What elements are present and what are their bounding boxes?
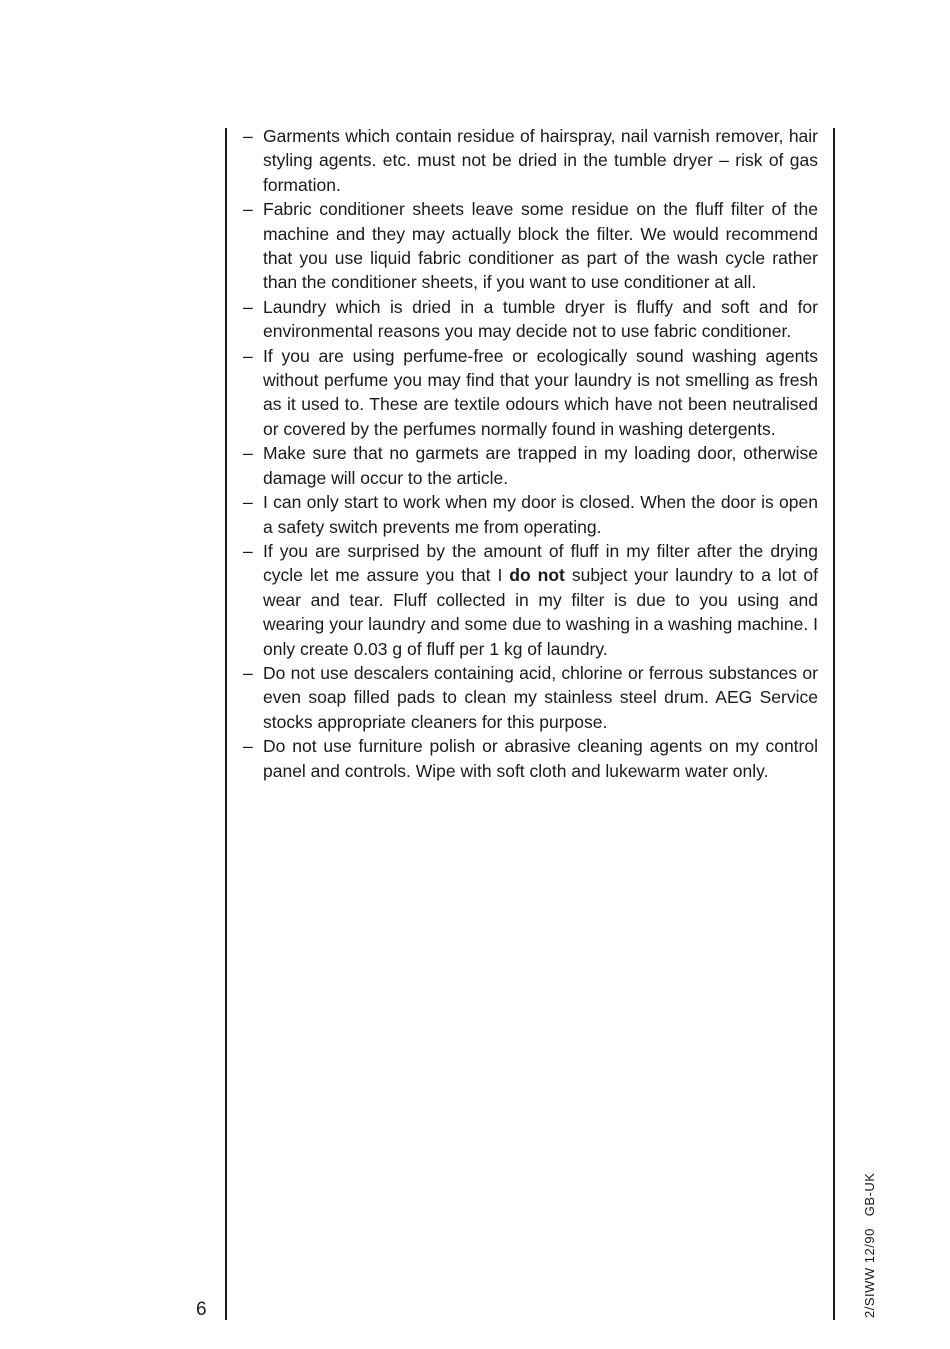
list-item — [243, 295, 818, 344]
document-code — [862, 1173, 877, 1318]
list-item-text: I can only start to work when my door is closed. When the door is open a safety switch prevents me from operating. — [263, 492, 818, 537]
list-item-text: Do not use descalers containing acid, chlorine or ferrous substances or even soap filled pads to clean my stainless steel drum. AEG Service stocks appropriate cleaners for this purpose. — [263, 662, 818, 732]
list-item-text: subject your laundry to a lot of wear and tear. Fluff collected in my filter is due to you using and wearing your laundry and some due to washing in a washing machine. I only create 0.03 g of fluff per 1 kg of laundry. — [263, 565, 819, 659]
list-item-text: If you are using perfume-free or ecologically sound washing agents without perfume you may find that your laundry is not smelling as fresh as it used to. These are textile odours which have not been neutralised or covered by the perfumes normally found in washing detergents. — [263, 345, 818, 439]
dash-bullet: – — [243, 443, 253, 464]
list-item — [243, 734, 818, 783]
list-item-text: Fabric conditioner sheets leave some residue on the fluff filter of the machine and they may actually block the filter. We would recommend that you use liquid fabric conditioner as part of the wash cycle rather than the conditioner sheets, if you want to use conditioner at all. — [263, 199, 818, 293]
list-item — [243, 441, 818, 490]
emphasis-text: do not — [509, 565, 565, 586]
left-margin-rule — [225, 128, 227, 1320]
list-item — [243, 661, 818, 734]
dash-bullet: – — [243, 540, 253, 561]
document-region: GB-UK — [862, 1172, 877, 1217]
dash-bullet: – — [243, 296, 253, 317]
list-item-text: Laundry which is dried in a tumble dryer is fluffy and soft and for environmental reasons you may decide not to use fabric conditioner. — [263, 296, 818, 342]
instructions-body — [243, 124, 818, 783]
dash-bullet: – — [243, 199, 253, 220]
list-item — [243, 197, 818, 295]
dash-bullet: – — [243, 736, 253, 757]
list-item-text: Make sure that no garmets are trapped in my loading door, otherwise damage will occur to the article. — [263, 443, 818, 488]
list-item — [243, 124, 818, 197]
document-ref: 2/SIWW 12/90 — [862, 1228, 877, 1318]
page-number: 6 — [196, 1299, 207, 1320]
list-item — [243, 490, 818, 539]
right-margin-rule — [833, 128, 835, 1320]
warnings-list — [243, 124, 818, 783]
list-item-text: Do not use furniture polish or abrasive cleaning agents on my control panel and controls. Wipe with soft cloth and lukewarm water only. — [263, 736, 818, 781]
list-item-text: If you are surprised by the amount of fluff in my filter after the drying cycle let me assure you that I — [263, 540, 818, 586]
dash-bullet: – — [243, 492, 253, 513]
dash-bullet: – — [243, 345, 253, 366]
list-item-text: Garments which contain residue of hairspray, nail varnish remover, hair styling agents. etc. must not be dried in the tumble dryer – risk of gas formation. — [263, 126, 818, 195]
dash-bullet: – — [243, 126, 253, 146]
dash-bullet: – — [243, 662, 253, 683]
list-item — [243, 539, 818, 661]
list-item — [243, 344, 818, 442]
